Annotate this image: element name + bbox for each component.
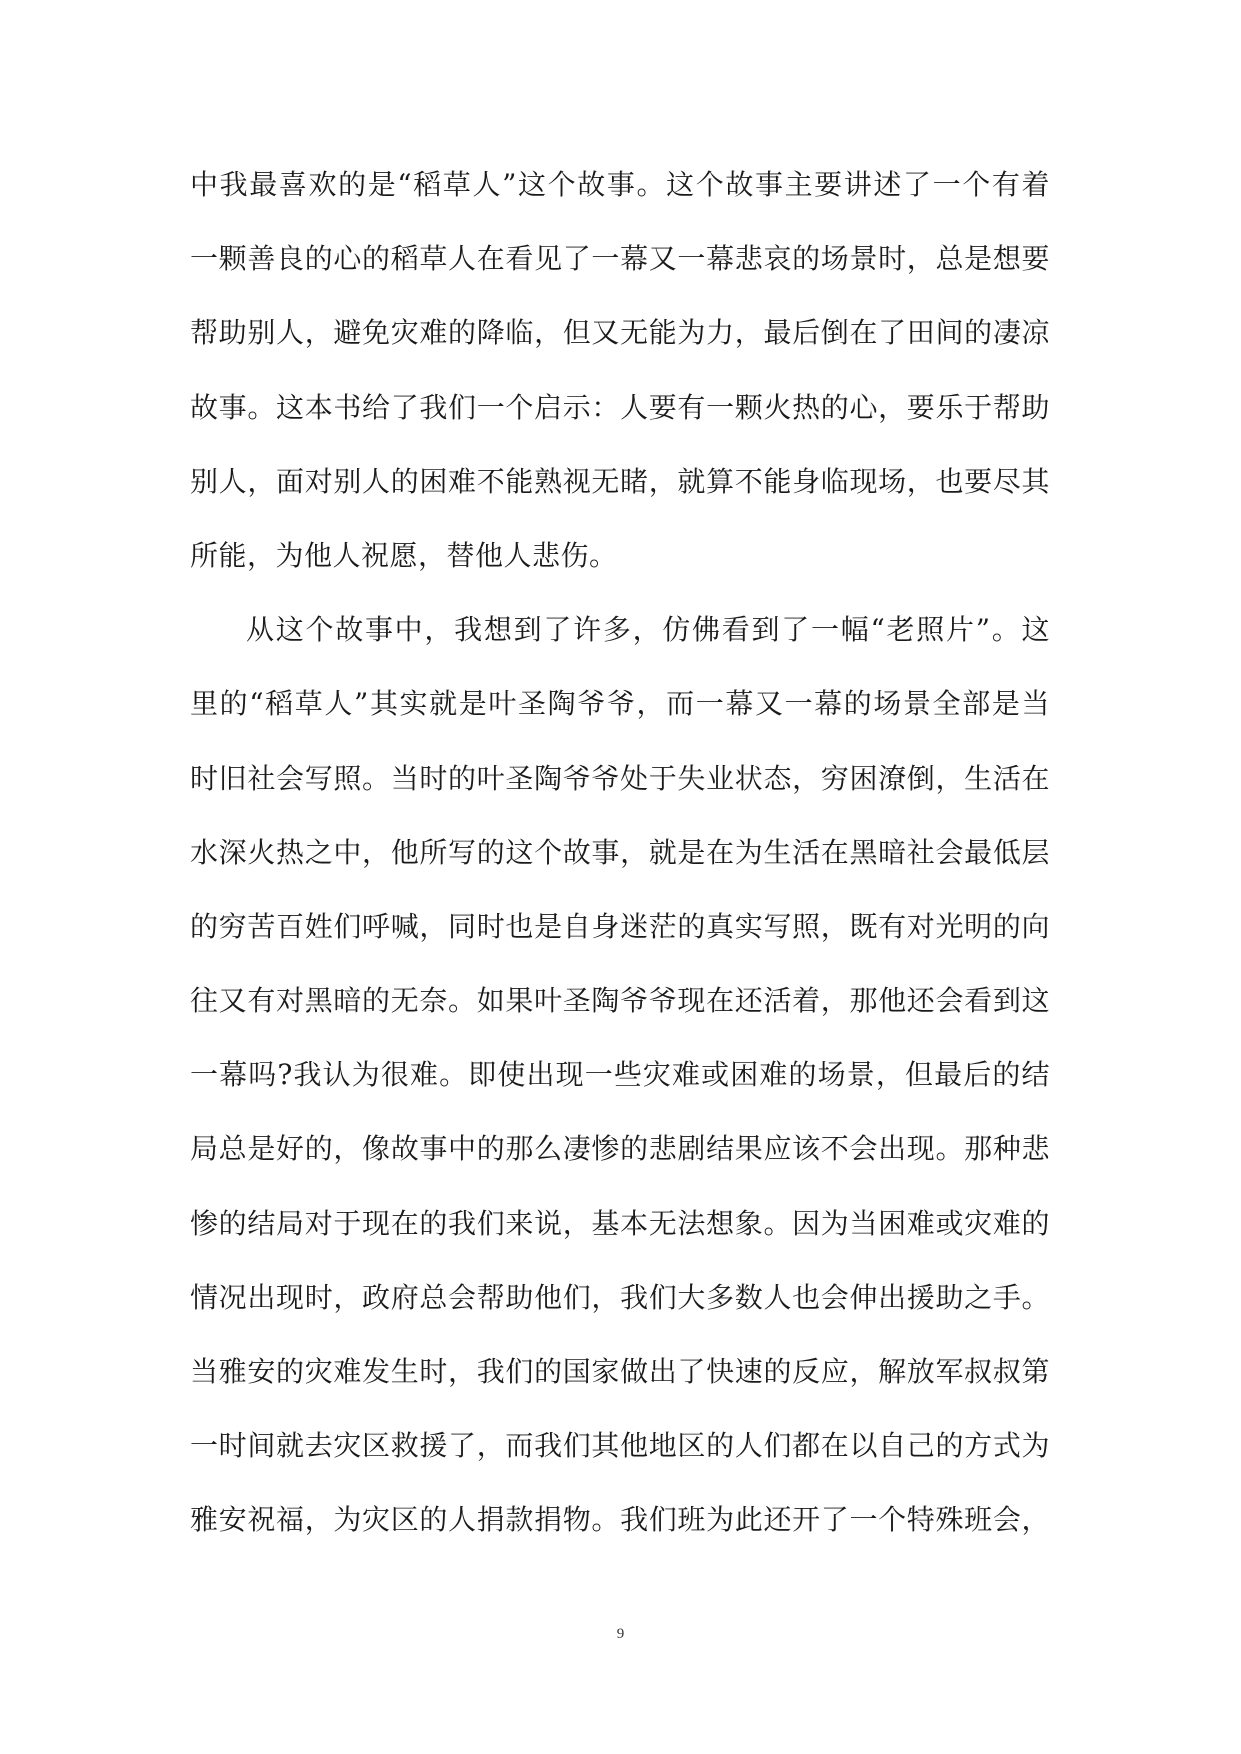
text-line: 一颗善良的心的稻草人在看见了一幕又一幕悲哀的场景时，总是想要 xyxy=(190,242,1050,276)
text-line: 水深火热之中，他所写的这个故事，就是在为生活在黑暗社会最低层 xyxy=(190,835,1050,869)
text-line: 雅安祝福，为灾区的人捐款捐物。我们班为此还开了一个特殊班会， xyxy=(190,1503,1050,1537)
text-line: 一幕吗?我认为很难。即使出现一些灾难或困难的场景，但最后的结 xyxy=(190,1058,1050,1092)
text-line: 情况出现时，政府总会帮助他们，我们大多数人也会伸出援助之手。 xyxy=(190,1280,1050,1314)
text-line: 别人，面对别人的困难不能熟视无睹，就算不能身临现场，也要尽其 xyxy=(190,464,1050,498)
text-line: 帮助别人，避免灾难的降临，但又无能为力，最后倒在了田间的凄凉 xyxy=(190,316,1050,350)
text-line: 一时间就去灾区救援了，而我们其他地区的人们都在以自己的方式为 xyxy=(190,1429,1050,1463)
text-line: 中我最喜欢的是“稻草人”这个故事。这个故事主要讲述了一个有着 xyxy=(190,168,1050,201)
text-line: 时旧社会写照。当时的叶圣陶爷爷处于失业状态，穷困潦倒，生活在 xyxy=(190,761,1050,795)
page-number: 9 xyxy=(616,1626,625,1642)
body-text xyxy=(190,148,1050,1558)
text-line: 局总是好的，像故事中的那么凄惨的悲剧结果应该不会出现。那种悲 xyxy=(190,1132,1050,1166)
text-line: 的穷苦百姓们呼喊，同时也是自身迷茫的真实写照，既有对光明的向 xyxy=(190,909,1050,943)
text-line: 当雅安的灾难发生时，我们的国家做出了快速的反应，解放军叔叔第 xyxy=(190,1355,1050,1388)
text-line: 往又有对黑暗的无奈。如果叶圣陶爷爷现在还活着，那他还会看到这 xyxy=(190,984,1050,1018)
text-line: 里的“稻草人”其实就是叶圣陶爷爷，而一幕又一幕的场景全部是当 xyxy=(190,687,1050,721)
paragraph-start-line: 从这个故事中，我想到了许多，仿佛看到了一幅“老照片”。这 xyxy=(246,613,1050,647)
paragraph-end-line: 所能，为他人祝愿，替他人悲伤。 xyxy=(190,538,618,572)
text-line: 惨的结局对于现在的我们来说，基本无法想象。因为当困难或灾难的 xyxy=(190,1206,1050,1240)
text-line: 故事。这本书给了我们一个启示：人要有一颗火热的心，要乐于帮助 xyxy=(190,390,1050,424)
